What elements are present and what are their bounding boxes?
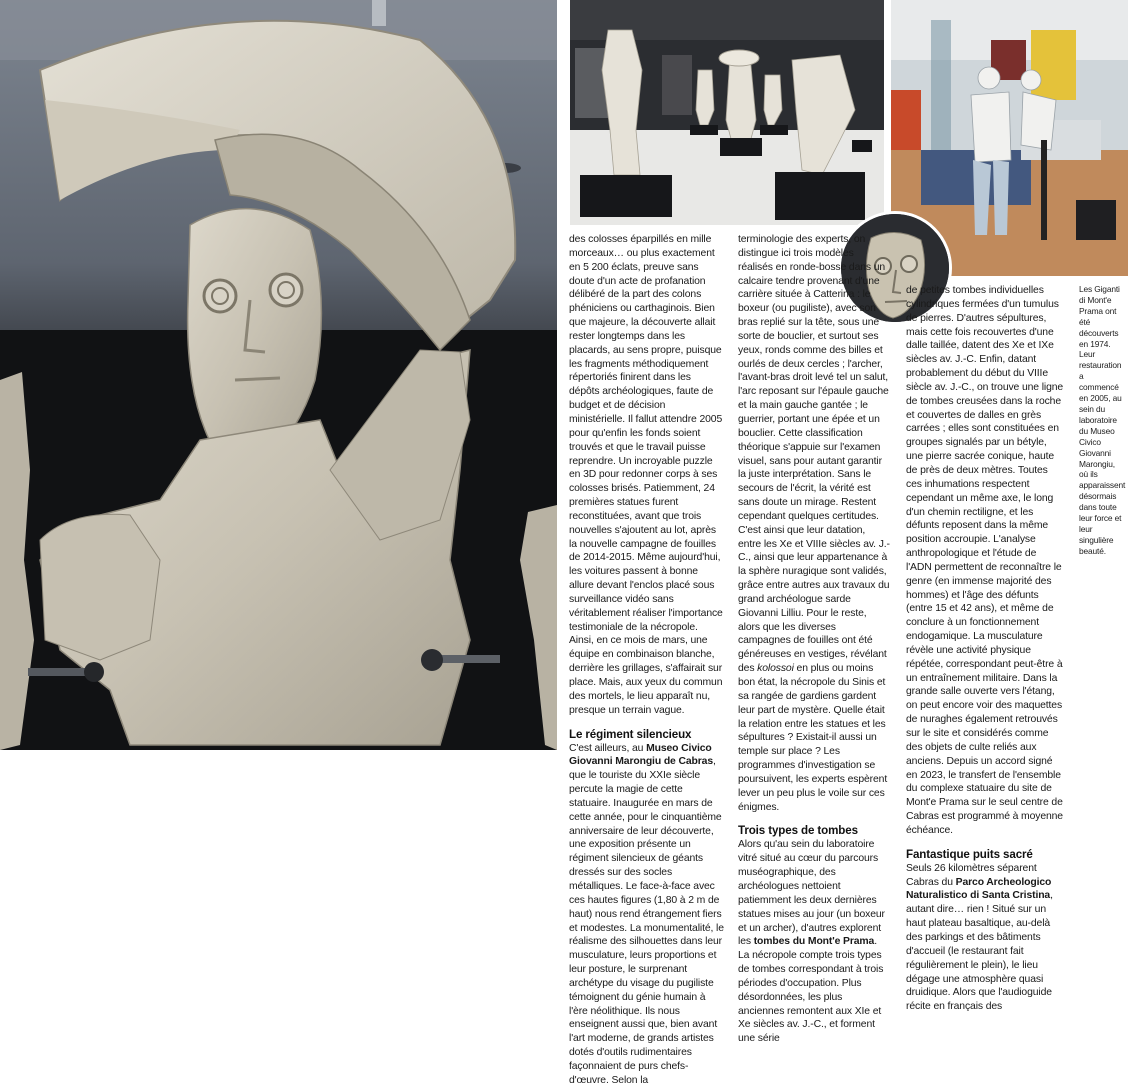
- article-column-3: [906, 284, 1064, 1014]
- photo-statue-boxer: [0, 0, 557, 750]
- column-1-paragraph-1: des colosses éparpillés en mille morceaux… ou plus exactement en 5 200 éclats, preuve sans doute d'un acte de profanation délibéré de la part des colons phéniciens ou carthaginois. Bien que majeure, la découverte allait rester longtemps dans les placards, au sens propre, puisque les fragments méthodiquement répertoriés finirent dans les dépôts archéologiques, faute de budget et de décision ministérielle. Il fallut attendre 2005 pour qu'enfin les fonds soient trouvés et que le travail puisse reprendre. Un incroyable puzzle en 3D pour redonner corps à ses colosses brisés. Patiemment, 24 premières statues furent reconstituées, avant que trois nouvelles s'ajoutent au lot, après la nouvelle campagne de fouilles de 2014-2015. Même aujourd'hui, les voitures passent à bonne allure devant l'enclos placé sous surveillance vidéo sans véritablement réaliser l'importance testimoniale de la nécropole. Ainsi, en ce mois de mars, une équipe en combinaison blanche, derrière les grillages, s'affairait sur place. Mais, aux yeux du commun des mortels, le lieu apparaît nu, presque un terrain vague.: [569, 234, 723, 716]
- column-3-paragraph-1: de petites tombes individuelles cylindriques fermées d'un tumulus de pierres. D'autres sépultures, mais cette fois recouvertes d'une dalle taillée, datent des Xe et IXe siècles av. J.-C. Enfin, datant probablement du début du VIIIe siècle av. J.-C., on trouve une ligne de tombes creusées dans la roche et couvertes de dalles en grès carrées ; elles sont constituées en groupes signalés par un bétyle, une pierre sacrée conique, haute de près de deux mètres. Toutes ces inhumations respectent cependant un même axe, le long d'un chemin rectiligne, et les défunts reposent dans la même position accroupie. L'analyse anthropologique et l'étude de l'ADN permettent de reconnaître le genre (en immense majorité des hommes) et l'âge des défunts (entre 15 et 42 ans), et même de conclure à un fonctionnement endogamique. La musculature révèle une activité physique répétée, correspondant peut-être à un entraînement militaire. Dans la grande salle ouverte vers l'étang, on peut encore voir des maquettes de nuraghes également retrouvés sur le site et considérés comme des objets de culte reliés aux anciens. Depuis un accord signé en 2023, le transfert de l'ensemble du complexe statuaire du site de Mont'e Prama sur le seul centre de Cabras est programmé à moyenne échéance.: [906, 285, 1064, 836]
- tombes-mont-e-prama: tombes du Mont'e Prama: [753, 936, 875, 948]
- column-2-paragraph-1: terminologie des experts, on distingue ici trois modèles réalisés en ronde-bosse dans un calcaire tendre provenant d'une carrière située à Catterina : le boxeur (ou pugiliste), avec son bras replié sur la tête, sous une sorte de bouclier, et surtout ses yeux, ronds comme des billes et ourlés de deux cercles ; l'archer, l'avant-bras droit levé tel un salut, l'arc reposant sur l'épaule gauche et la main gauche gantée ; le guerrier, portant une épée et un bouclier. Cette classification théorique s'appuie sur l'examen visuel, sans pour autant garantir la juste interprétation. Sans le secours de l'écrit, la vérité est sans doute un mirage. Restent cependant quelques certitudes. C'est ainsi que leur datation, entre les Xe et VIIIe siècles av. J.-C., ainsi que leur appartenance à la sphère nuragique sont validés, grâce entre autres aux travaux du grand archéologue sarde Giovanni Lilliu. Pour le reste, alors que les diverses campagnes de fouilles ont été généreuses en vestiges, révélant des kolossoi en plus ou moins bon état, la nécropole du Sinis et sa rangée de gardiens gardent leur part de mystère. Quelle était la relation entre les statues et les sépultures ? Existait-il aussi un temple sur place ? Les programmes d'investigation se poursuivent, les experts espèrent lever un peu plus le voile sur ces énigmes.: [738, 234, 890, 813]
- heading-trois-types-de-tombes: Trois types de tombes: [738, 824, 858, 838]
- photo-caption: Les Giganti di Mont'e Prama ont été découverts en 1974. Leur restauration a commencé en 2005, au sein du laboratoire du Museo Civico Giovanni Marongiu, où ils apparaissent désormais dans toute leur force et leur singulière beauté.: [1079, 284, 1126, 556]
- heading-fantastique-puits-sacre: Fantastique puits sacré: [906, 847, 1033, 861]
- parco-santa-cristina: Parco Archeologico Naturalistico di Santa Cristina: [906, 876, 1052, 902]
- photo-museum-gallery: [570, 0, 884, 225]
- article-column-1: [569, 233, 724, 1088]
- column-1-paragraph-2: C'est ailleurs, au Museo Civico Giovanni Marongiu de Cabras, que le touriste du XXIe siècle percute la magie de cette statuaire. Inaugurée en mars de cette année, pour le cinquantième anniversaire de leur découverte, une exposition présente un régiment silencieux de géants dressés sur des socles métalliques. Le face-à-face avec ces hautes figures (1,80 à 2 m de haut) nous rend étrangement fiers et modestes. La monumentalité, le réalisme des silhouettes dans leur musculature, leurs proportions et leur posture, le surprenant archétype du visage du pugiliste témoignent du génie humain à l'ère néolithique. Ils nous enseignent aussi que, bien avant l'art moderne, de grands artistes dotés d'outils rudimentaires façonnaient de purs chefs-d'œuvre. Selon la: [569, 742, 724, 1086]
- column-3-paragraph-2: Seuls 26 kilomètres séparent Cabras du Parco Archeologico Naturalistico di Santa Cristina, autant dire… rien ! Situé sur un haut plateau basaltique, au-delà des parkings et des bâtiments d'accueil (le restaurant fait régulièrement le plein), le lieu dégage une atmosphère quasi druidique. Alors que l'audioguide récite en français des: [906, 862, 1053, 1013]
- column-2-paragraph-2: Alors qu'au sein du laboratoire vitré situé au cœur du parcours muséographique, des archéologues nettoient patiemment les deux dernières statues mises au jour (un boxeur et un archer), d'autres explorent les tombes du Mont'e Prama. La nécropole compte trois types de tombes correspondant à trois périodes d'occupation. Plus désordonnées, les plus anciennes remontent aux XIe et Xe siècles av. J.-C., et forment une série: [738, 839, 885, 1045]
- museum-name: Museo Civico Giovanni Marongiu de Cabras: [569, 742, 713, 768]
- article-column-2: [738, 233, 890, 1046]
- heading-regiment-silencieux: Le régiment silencieux: [569, 727, 692, 741]
